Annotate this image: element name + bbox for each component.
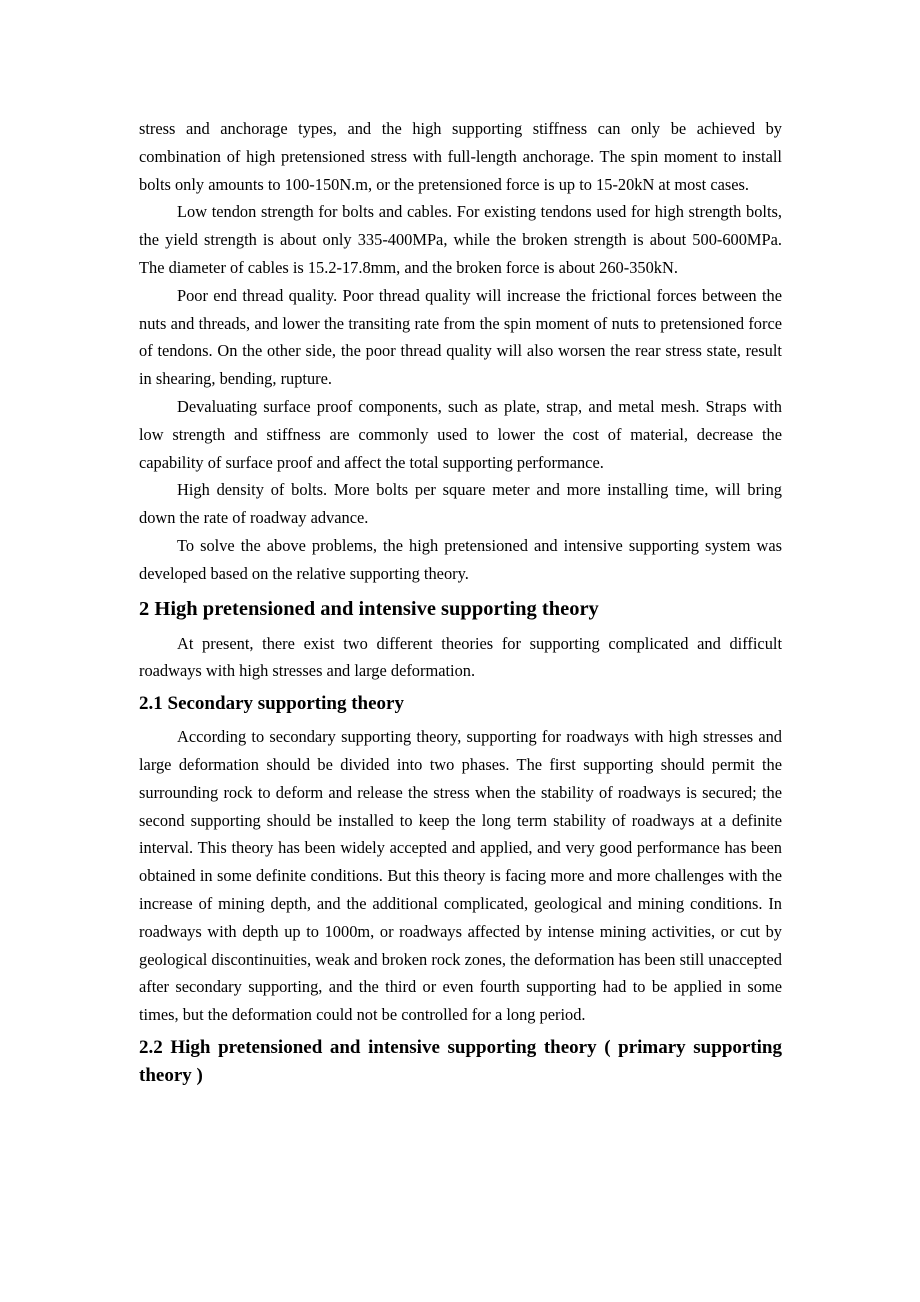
paragraph-solution: To solve the above problems, the high pretensioned and intensive supporting system was developed based on the relative supporting theory. bbox=[139, 535, 782, 583]
section-2-heading: 2 High pretensioned and intensive supporting theory bbox=[139, 597, 599, 620]
paragraph-surface-proof: Devaluating surface proof components, such as plate, strap, and metal mesh. Straps with low strength and stiffness are commonly used to lower the cost of material, decrease the capability of surface proof and affect the total supporting performance. bbox=[139, 396, 782, 472]
paragraph-poor-thread-quality: Poor end thread quality. Poor thread quality will increase the frictional forces between the nuts and threads, and lower the transiting rate from the spin moment of nuts to pretensioned force of tendons. On the other side, the poor thread quality will also worsen the rear stress state, result in shearing, bending, rupture. bbox=[139, 285, 782, 389]
document-body bbox=[139, 115, 782, 1095]
section-2-paragraph: At present, there exist two different theories for supporting complicated and difficult roadways with high stresses and large deformation. bbox=[139, 633, 782, 681]
paragraph-low-tendon-strength: Low tendon strength for bolts and cables. For existing tendons used for high strength bolts, the yield strength is about only 335-400MPa, while the broken strength is about 500-600MPa. The diameter of cables is 15.2-17.8mm, and the broken force is about 260-350kN. bbox=[139, 202, 782, 277]
section-2-1-heading: 2.1 Secondary supporting theory bbox=[139, 693, 404, 715]
paragraph-bolt-density: High density of bolts. More bolts per square meter and more installing time, will bring down the rate of roadway advance. bbox=[139, 480, 782, 528]
paragraph-intro-continuation: stress and anchorage types, and the high supporting stiffness can only be achieved by combination of high pretensioned stress with full-length anchorage. The spin moment to install bolts only amounts to 100-150N.m, or the pretensioned force is up to 15-20kN at most cases. bbox=[139, 119, 782, 194]
section-2-2-heading: 2.2 High pretensioned and intensive supporting theory ( primary supporting theory ) bbox=[139, 1036, 782, 1086]
section-2-1-paragraph: According to secondary supporting theory, supporting for roadways with high stresses and large deformation should be divided into two phases. The first supporting should permit the surrounding rock to deform and release the stress when the stability of roadways is secured; the second supporting should be installed to keep the long term stability of roadways at a definite interval. This theory has been widely accepted and applied, and very good performance has been obtained in some definite conditions. But this theory is facing more and more challenges with the increase of mining depth, and the additional complicated, geological and mining conditions. In roadways with depth up to 1000m, or roadways affected by intense mining activities, or cut by geological discontinuities, weak and broken rock zones, the deformation has been still unaccepted after secondary supporting, and the third or even fourth supporting had to be applied in some times, but the deformation could not be controlled for a long period. bbox=[139, 727, 782, 1025]
